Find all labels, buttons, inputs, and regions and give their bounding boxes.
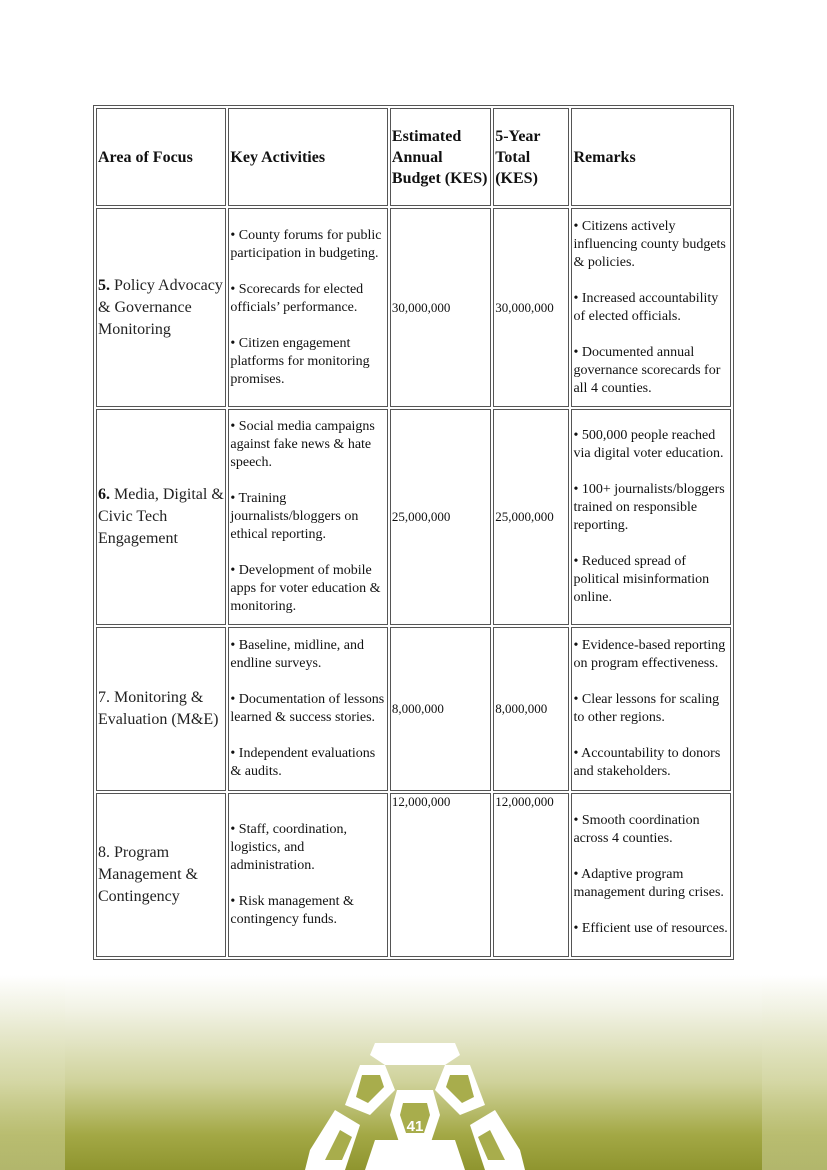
- area-number: 5.: [98, 276, 110, 294]
- header-annual-budget: Estimated Annual Budget (KES): [390, 108, 491, 206]
- activity-item: • Training journalists/bloggers on ethical reporting.: [230, 491, 359, 542]
- area-of-focus-cell: [96, 627, 226, 791]
- table-header-row: [96, 108, 731, 206]
- activity-item: • Independent evaluations & audits.: [230, 746, 376, 779]
- annual-budget-cell: 12,000,000: [390, 793, 491, 957]
- table-row: [96, 627, 731, 791]
- remark-item: • Clear lessons for scaling to other regions.: [573, 692, 720, 725]
- activity-item: • Baseline, midline, and endline surveys.: [230, 638, 365, 671]
- activity-item: • County forums for public participation in budgeting.: [230, 227, 382, 261]
- header-remarks: Remarks: [571, 108, 731, 206]
- white-emblem-icon: [300, 1035, 530, 1170]
- area-text: 7. Monitoring & Evaluation (M&E): [98, 689, 219, 728]
- remark-item: • Accountability to donors and stakeholders.: [573, 746, 721, 779]
- footer-side-panel: [0, 975, 65, 1170]
- activity-item: • Scorecards for elected officials’ performance.: [230, 281, 364, 315]
- remark-item: • 500,000 people reached via digital voter education.: [573, 428, 724, 461]
- footer-side-panel: [762, 975, 827, 1170]
- key-activities-cell: [228, 208, 388, 407]
- budget-table: [93, 105, 734, 960]
- remarks-cell: [571, 793, 731, 957]
- header-key-activities: Key Activities: [228, 108, 388, 206]
- remarks-cell: [571, 409, 731, 625]
- annual-budget-cell: 30,000,000: [390, 208, 491, 407]
- annual-budget-cell: 8,000,000: [390, 627, 491, 791]
- area-of-focus-cell: [96, 793, 226, 957]
- area-of-focus-cell: [96, 409, 226, 625]
- remark-item: • Reduced spread of political misinformation online.: [573, 554, 710, 605]
- table-row: [96, 409, 731, 625]
- remarks-cell: [571, 208, 731, 407]
- five-year-total-cell: 12,000,000: [493, 793, 569, 957]
- five-year-total-cell: 8,000,000: [493, 627, 569, 791]
- key-activities-cell: [228, 409, 388, 625]
- activity-item: • Development of mobile apps for voter education & monitoring.: [230, 563, 381, 614]
- activity-item: • Risk management & contingency funds.: [230, 894, 354, 927]
- remark-item: • Smooth coordination across 4 counties.: [573, 813, 700, 846]
- remarks-cell: [571, 627, 731, 791]
- remark-item: • Increased accountability of elected officials.: [573, 290, 719, 324]
- activity-item: • Social media campaigns against fake news & hate speech.: [230, 419, 375, 470]
- remark-item: • Adaptive program management during crises.: [573, 867, 724, 900]
- area-number: 6.: [98, 486, 110, 503]
- area-of-focus-cell: [96, 208, 226, 407]
- remark-item: • Citizens actively influencing county budgets & policies.: [573, 218, 726, 270]
- annual-budget-cell: 25,000,000: [390, 409, 491, 625]
- remark-item: • Documented annual governance scorecards for all 4 counties.: [573, 344, 721, 396]
- area-text: Media, Digital & Civic Tech Engagement: [98, 486, 224, 547]
- activity-item: • Documentation of lessons learned & success stories.: [230, 692, 385, 725]
- table-row: [96, 208, 731, 407]
- activity-item: • Citizen engagement platforms for monitoring promises.: [230, 335, 370, 387]
- key-activities-cell: [228, 627, 388, 791]
- table-row: [96, 793, 731, 957]
- five-year-total-cell: 25,000,000: [493, 409, 569, 625]
- five-year-total-cell: 30,000,000: [493, 208, 569, 407]
- header-area-of-focus: Area of Focus: [96, 108, 226, 206]
- key-activities-cell: [228, 793, 388, 957]
- area-text: 8. Program Management & Contingency: [98, 844, 198, 905]
- area-text: Policy Advocacy & Governance Monitoring: [98, 276, 223, 338]
- remark-item: • Evidence-based reporting on program effectiveness.: [573, 638, 726, 671]
- remark-item: • Efficient use of resources.: [573, 921, 728, 936]
- header-five-year-total: 5-Year Total (KES): [493, 108, 569, 206]
- remark-item: • 100+ journalists/bloggers trained on responsible reporting.: [573, 482, 725, 533]
- page-number: 41: [406, 1118, 424, 1135]
- activity-item: • Staff, coordination, logistics, and administration.: [230, 822, 348, 873]
